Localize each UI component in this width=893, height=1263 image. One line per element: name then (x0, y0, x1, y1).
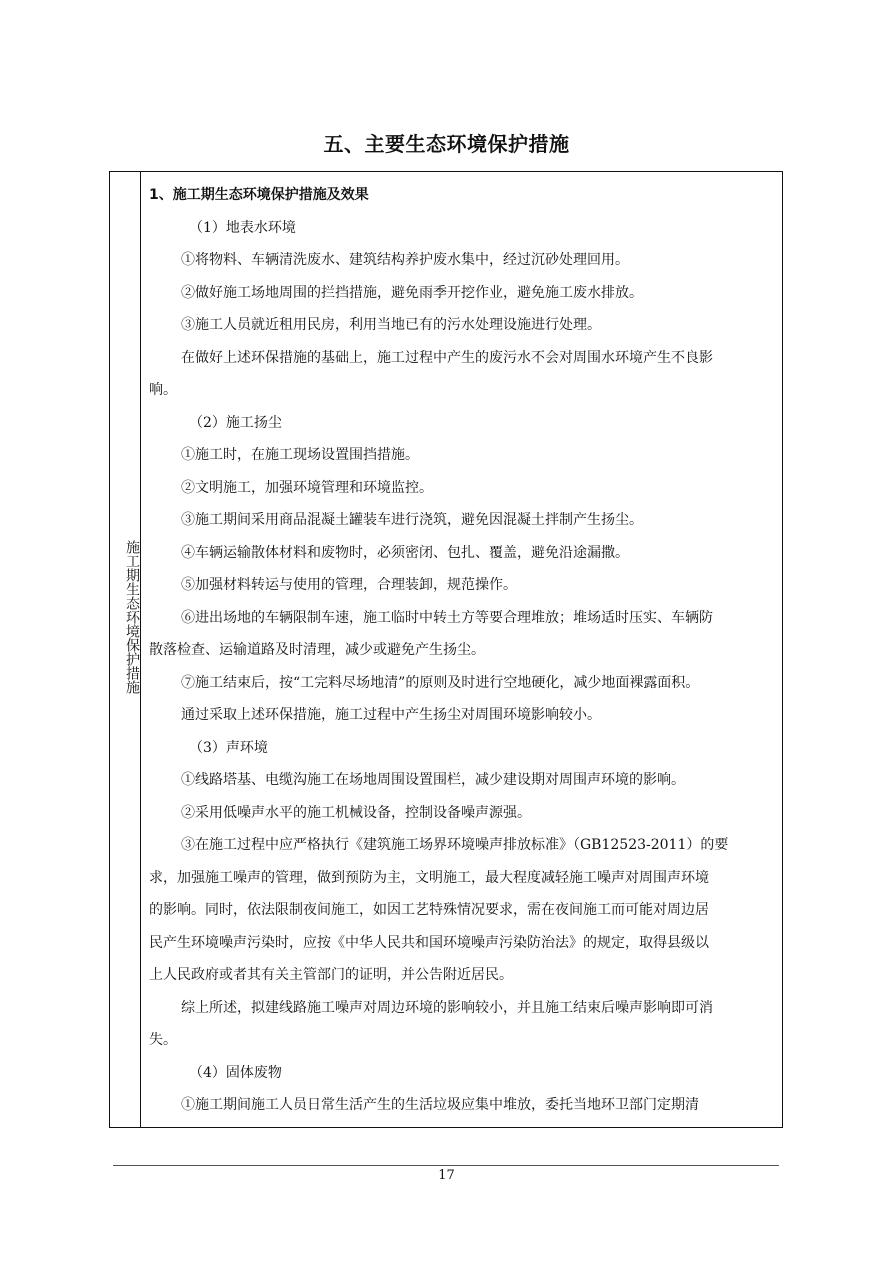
text-line: ①将物料、车辆清洗废水、建筑结构养护废水集中，经过沉砂处理回用。 (181, 252, 629, 268)
content-cell (141, 172, 782, 1127)
side-label (110, 540, 141, 694)
page-title: 五、主要生态环境保护措施 (323, 132, 570, 156)
text-line: （1）地表水环境 (189, 219, 296, 236)
text-line: ④车辆运输散体材料和废物时，必须密闭、包扎、覆盖，避免沿途漏撒。 (181, 544, 629, 561)
side-label-text: 施工期生态环境保护措施 (124, 540, 140, 694)
text-line: ⑥进出场地的车辆限制车速，施工临时中转土方等要合理堆放；堆场适时压实、车辆防 (181, 609, 713, 626)
text-line: 求，加强施工噪声的管理，做到预防为主，文明施工，最大程度减轻施工噪声对周围声环境 (149, 869, 709, 886)
measures-table (109, 171, 783, 1128)
text-line: ③在施工过程中应严格执行《建筑施工场界环境噪声排放标准》（GB12523-2011）的要 (181, 837, 729, 853)
side-label-cell (110, 172, 141, 1127)
page-number: 17 (438, 1168, 455, 1183)
text-line: 的影响。同时，依法限制夜间施工，如因工艺特殊情况要求，需在夜间施工而可能对周边居 (149, 902, 709, 918)
text-line: ②文明施工，加强环境管理和环境监控。 (181, 479, 433, 496)
text-line: 综上所述，拟建线路施工噪声对周边环境的影响较小，并且施工结束后噪声影响即可消 (181, 999, 713, 1016)
text-line: ⑤加强材料转运与使用的管理，合理装卸，规范操作。 (181, 577, 517, 593)
text-line: （2）施工扬尘 (189, 414, 282, 431)
text-line: ①施工时，在施工现场设置围挡措施。 (181, 447, 419, 463)
text-line: 上人民政府或者其有关主管部门的证明，并公告附近居民。 (149, 967, 513, 983)
text-line: 失。 (149, 1032, 177, 1048)
text-line: ①线路塔基、电缆沟施工在场地周围设置围栏，减少建设期对周围声环境的影响。 (181, 772, 685, 788)
text-line: 响。 (149, 382, 177, 398)
text-line: （3）声环境 (189, 739, 268, 756)
text-line: ②做好施工场地周围的拦挡措施，避免雨季开挖作业，避免施工废水排放。 (181, 284, 643, 301)
text-line: （4）固体废物 (189, 1064, 282, 1081)
text-line: ③施工期间采用商品混凝土罐装车进行浇筑，避免因混凝土拌制产生扬尘。 (181, 512, 643, 528)
text-line: 1、施工期生态环境保护措施及效果 (149, 187, 369, 203)
text-line: 散落检查、运输道路及时清理，减少或避免产生扬尘。 (149, 642, 485, 658)
text-line: ③施工人员就近租用民房，利用当地已有的污水处理设施进行处理。 (181, 317, 601, 333)
text-line: ⑦施工结束后，按“工完料尽场地清”的原则及时进行空地硬化，减少地面裸露面积。 (181, 674, 700, 691)
text-line: 在做好上述环保措施的基础上，施工过程中产生的废污水不会对周围水环境产生不良影 (181, 349, 713, 366)
text-line: ①施工期间施工人员日常生活产生的生活垃圾应集中堆放，委托当地环卫部门定期清 (181, 1097, 699, 1113)
text-line: ②采用低噪声水平的施工机械设备，控制设备噪声源强。 (181, 804, 531, 821)
text-line: 民产生环境噪声污染时，应按《中华人民共和国环境噪声污染防治法》的规定，取得县级以 (149, 934, 709, 951)
text-line: 通过采取上述环保措施，施工过程中产生扬尘对周围环境影响较小。 (181, 707, 601, 723)
footer-divider (113, 1165, 779, 1166)
